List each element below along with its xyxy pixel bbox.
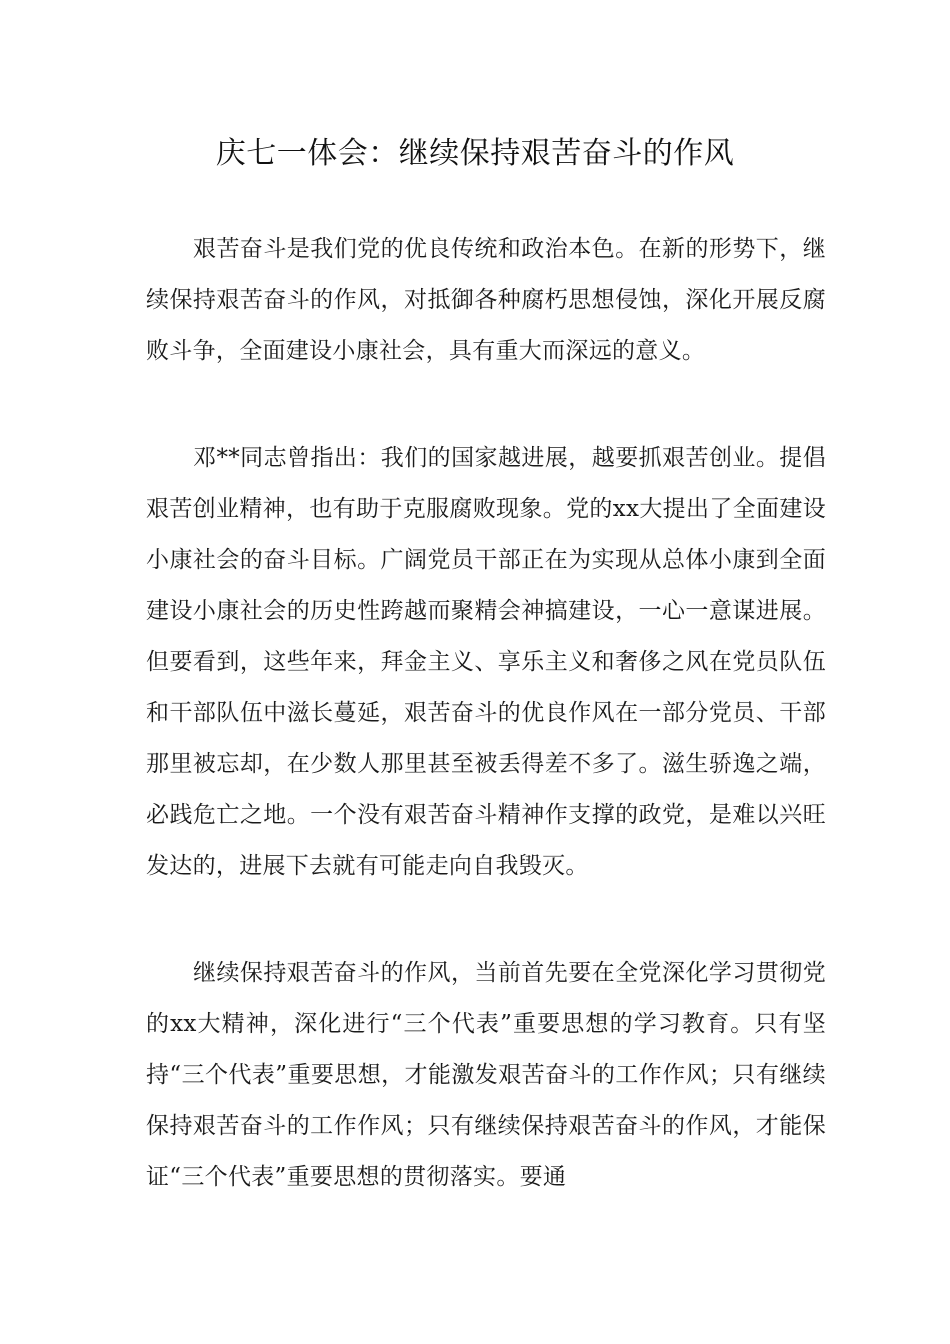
paragraph-1: 艰苦奋斗是我们党的优良传统和政治本色。在新的形势下，继续保持艰苦奋斗的作风，对抵御各种腐朽思想侵蚀，深化开展反腐败斗争，全面建设小康社会，具有重大而深远的意义。 — [146, 236, 826, 364]
document-title: 庆七一体会：继续保持艰苦奋斗的作风 — [215, 136, 735, 171]
paragraph-2: 邓**同志曾指出：我们的国家越进展，越要抓艰苦创业。提倡艰苦创业精神，也有助于克服腐败现象。党的xx大提出了全面建设小康社会的奋斗目标。广阔党员干部正在为实现从总体小康到全面建设小康社会的历史性跨越而聚精会神搞建设，一心一意谋进展。但要看到，这些年来，拜金主义、享乐主义和奢侈之风在党员队伍和干部队伍中滋长蔓延，艰苦奋斗的优良作风在一部分党员、干部那里被忘却，在少数人那里甚至被丢得差不多了。滋生骄逸之端，必践危亡之地。一个没有艰苦奋斗精神作支撑的政党，是难以兴旺发达的，进展下去就有可能走向自我毁灭。 — [146, 445, 826, 879]
paragraph-3: 继续保持艰苦奋斗的作风，当前首先要在全党深化学习贯彻党的xx大精神，深化进行“三个代表”重要思想的学习教育。只有坚持“三个代表”重要思想，才能激发艰苦奋斗的工作作风；只有继续保持艰苦奋斗的工作作风；只有继续保持艰苦奋斗的作风，才能保证“三个代表”重要思想的贯彻落实。要通 — [146, 960, 826, 1190]
document-body — [146, 224, 826, 1259]
